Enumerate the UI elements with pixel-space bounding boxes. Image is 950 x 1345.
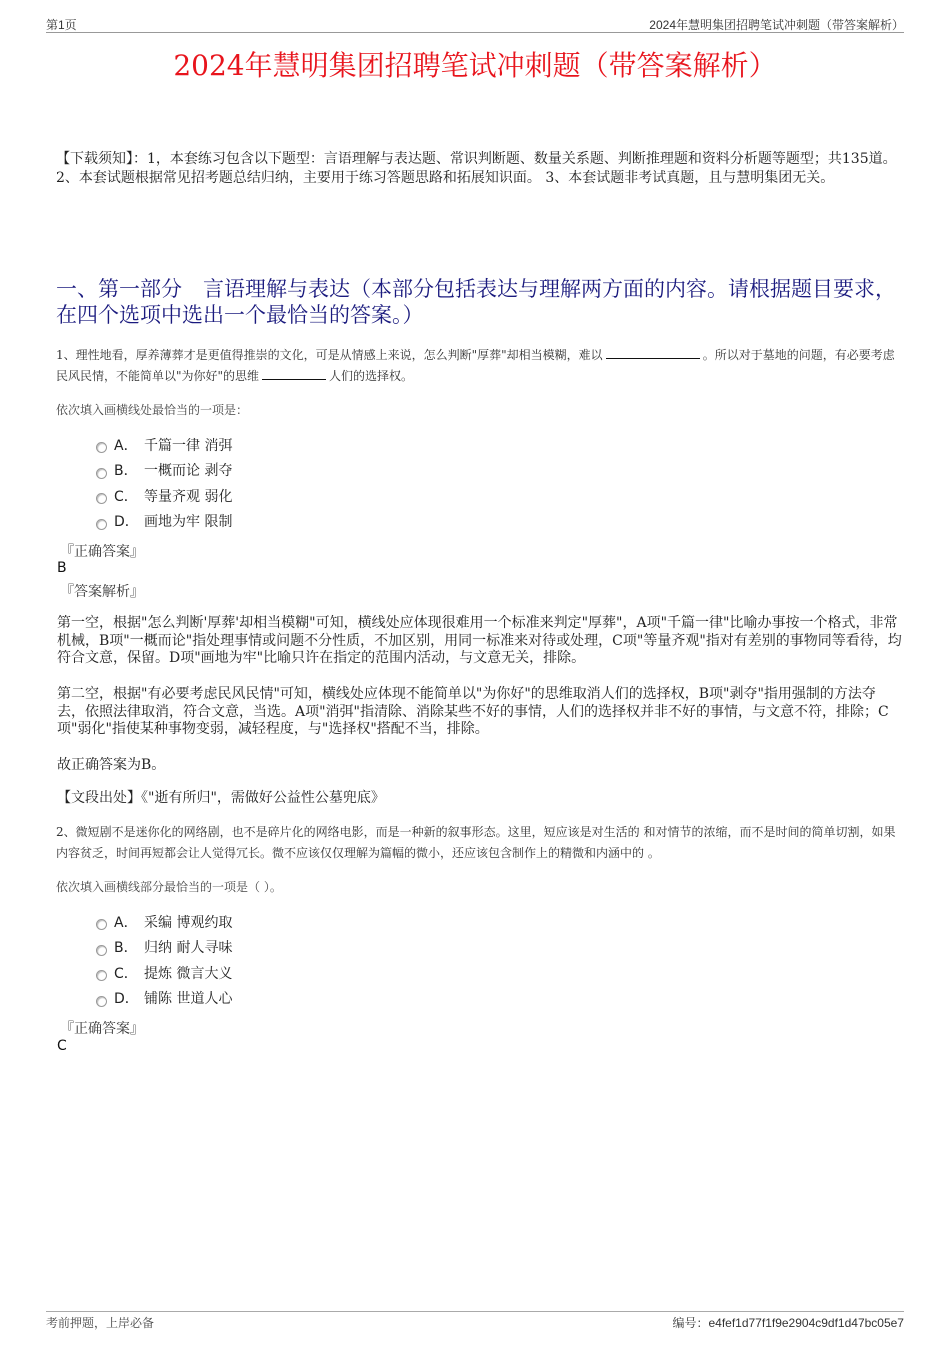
correct-answer: C bbox=[57, 1038, 67, 1054]
option-letter: C． bbox=[114, 488, 138, 505]
option-text: 采编 博观约取 bbox=[144, 914, 233, 931]
option-letter: C． bbox=[114, 965, 138, 982]
radio-icon[interactable] bbox=[96, 442, 107, 453]
option-text: 提炼 微言大义 bbox=[144, 965, 233, 982]
option-text: 铺陈 世道人心 bbox=[144, 991, 233, 1008]
question-1-options bbox=[96, 432, 232, 534]
option-d[interactable] bbox=[96, 509, 232, 535]
question-1-prompt: 依次填入画横线处最恰当的一项是： bbox=[56, 403, 249, 417]
question-2-prompt: 依次填入画横线部分最恰当的一项是（ ）。 bbox=[56, 880, 282, 894]
header-doc-title: 2024年慧明集团招聘笔试冲刺题（带答案解析） bbox=[649, 18, 904, 32]
option-letter: A． bbox=[114, 437, 138, 454]
option-text: 归纳 耐人寻味 bbox=[144, 940, 233, 957]
question-2-options bbox=[96, 909, 232, 1011]
stem-text: 人们的选择权。 bbox=[329, 369, 414, 383]
correct-answer-label: 『正确答案』 bbox=[60, 544, 144, 560]
option-letter: B． bbox=[114, 940, 138, 957]
option-a[interactable] bbox=[96, 432, 232, 458]
option-b[interactable] bbox=[96, 458, 232, 484]
option-a[interactable] bbox=[96, 909, 232, 935]
footer-slogan: 考前押题，上岸必备 bbox=[46, 1316, 155, 1330]
correct-answer: B bbox=[57, 560, 67, 576]
radio-icon[interactable] bbox=[96, 493, 107, 504]
option-text: 一概而论 剥夺 bbox=[144, 463, 233, 480]
fill-blank-1 bbox=[606, 346, 700, 359]
correct-answer-label: 『正确答案』 bbox=[60, 1021, 144, 1037]
download-notice: 【下载须知】：1，本套练习包含以下题型：言语理解与表达题、常识判断题、数量关系题、判断推理题和资料分析题等题型；共135道。 2、本套试题根据常见招考题总结归纳，主要用于练习答题思路和拓展知识面。 3、本套试题非考试真题，且与慧明集团无关。 bbox=[56, 151, 897, 186]
footer-divider bbox=[46, 1311, 904, 1312]
section-heading: 一、第一部分 言语理解与表达（本部分包括表达与理解两方面的内容。请根据题目要求，在四个选项中选出一个最恰当的答案。） bbox=[56, 277, 896, 327]
option-d[interactable] bbox=[96, 986, 232, 1012]
page-header bbox=[46, 14, 904, 33]
option-letter: B． bbox=[114, 463, 138, 480]
option-text: 等量齐观 弱化 bbox=[144, 488, 233, 505]
option-text: 画地为牢 限制 bbox=[144, 514, 233, 531]
option-letter: D． bbox=[114, 991, 139, 1008]
page-number: 第1页 bbox=[46, 18, 77, 32]
option-letter: A． bbox=[114, 914, 138, 931]
document-title: 2024年慧明集团招聘笔试冲刺题（带答案解析） bbox=[173, 49, 777, 82]
radio-icon[interactable] bbox=[96, 519, 107, 530]
option-c[interactable] bbox=[96, 483, 232, 509]
option-letter: D． bbox=[114, 514, 139, 531]
question-2-stem: 2、微短剧不是迷你化的网络剧，也不是碎片化的网络电影，而是一种新的叙事形态。这里，短应该是对生活的 和对情节的浓缩，而不是时间的简单切割，如果内容贫乏，时间再短都会让人觉得冗长。微不应该仅仅理解为篇幅的微小，还应该包含制作上的精微和内涵中的 。 bbox=[56, 825, 896, 860]
footer-document-id: 编号：e4fef1d77f1f9e2904c9df1d47bc05e7 bbox=[672, 1316, 904, 1330]
analysis-paragraph-2: 第二空，根据"有必要考虑民风民情"可知，横线处应体现不能简单以"为你好"的思维取消人们的选择权，B项"剥夺"指用强制的方法夺去，依照法律取消，符合文意，当选。A项"消弭"指清除、消除某些不好的事情，人们的选择权并非不好的事情，与文意不符，排除；C项"弱化"指使某种事物变弱，减轻程度，与"选择权"搭配不当，排除。 bbox=[57, 686, 889, 737]
option-c[interactable] bbox=[96, 960, 232, 986]
passage-source: 【文段出处】《"逝有所归"，需做好公益性公墓兜底》 bbox=[57, 790, 385, 806]
radio-icon[interactable] bbox=[96, 919, 107, 930]
stem-text: 1、理性地看，厚养薄葬才是更值得推崇的文化，可是从情感上来说，怎么判断"厚葬"却相当模糊，难以 bbox=[56, 348, 603, 362]
radio-icon[interactable] bbox=[96, 468, 107, 479]
option-b[interactable] bbox=[96, 935, 232, 961]
fill-blank-2 bbox=[262, 367, 326, 380]
option-text: 千篇一律 消弭 bbox=[144, 437, 233, 454]
radio-icon[interactable] bbox=[96, 945, 107, 956]
radio-icon[interactable] bbox=[96, 996, 107, 1007]
analysis-paragraph-1: 第一空，根据"怎么判断'厚葬'却相当模糊"可知，横线处应体现很难用一个标准来判定"厚葬"，A项"千篇一律"比喻办事按一个格式，非常机械，B项"一概而论"指处理事情或问题不分性质，不加区别，用同一标准来对待或处理，C项"等量齐观"指对有差别的事物同等看待，均符合文意，保留。D项"画地为牢"比喻只许在指定的范围内活动，与文意无关，排除。 bbox=[57, 615, 902, 666]
analysis-label: 『答案解析』 bbox=[60, 584, 144, 600]
stem-text: 。所以对于墓地的问题，有必要考虑民风民情，不能简单以"为你好"的思维 bbox=[56, 348, 895, 383]
radio-icon[interactable] bbox=[96, 970, 107, 981]
question-1-stem bbox=[56, 345, 901, 387]
analysis-conclusion: 故正确答案为B。 bbox=[57, 757, 166, 773]
